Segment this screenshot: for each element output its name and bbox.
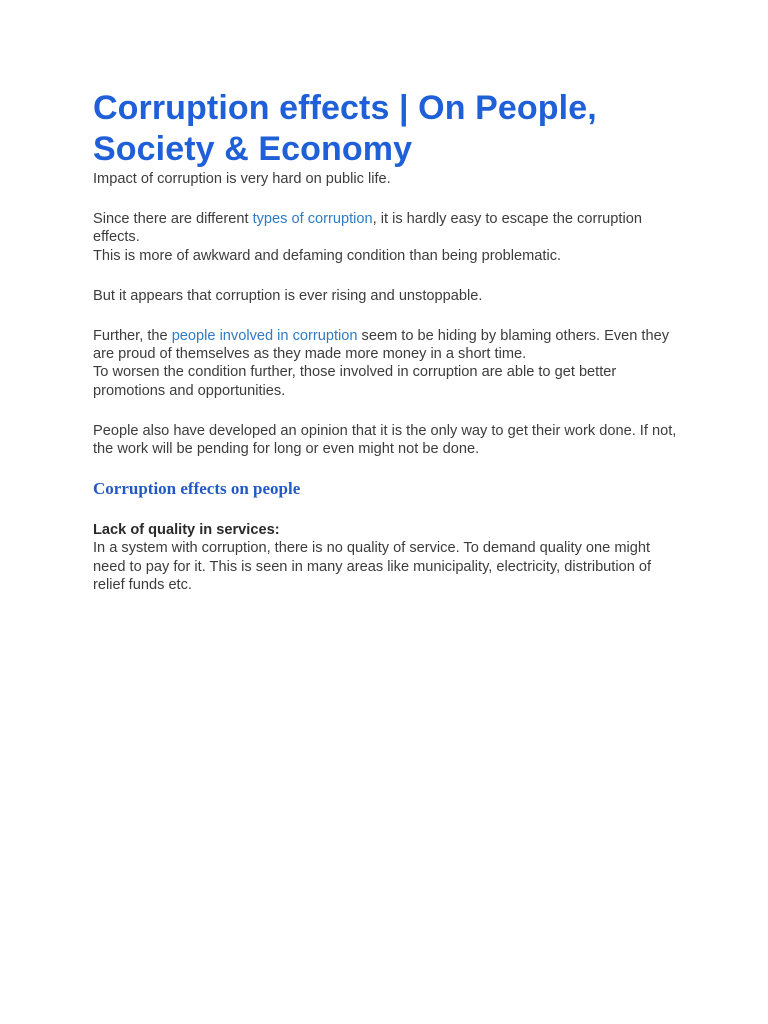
spacer — [93, 305, 683, 327]
types-paragraph — [93, 210, 683, 246]
intro-paragraph: Impact of corruption is very hard on public life. — [93, 171, 391, 187]
sub-heading: Lack of quality in services: — [93, 522, 280, 539]
spacer — [93, 499, 683, 521]
defaming-paragraph: This is more of awkward and defaming condition than being problematic. — [93, 247, 562, 264]
spacer — [93, 458, 683, 479]
people-text-after: seem to be hiding by blaming others. Even they are proud of themselves as they made more money in a short time. — [93, 328, 669, 363]
people-text-before: Further, the — [93, 328, 172, 345]
opinion-paragraph: People also have developed an opinion that it is the only way to get their work done. If not, the work will be pending for long or even might not be done. — [93, 422, 677, 458]
quality-paragraph: In a system with corruption, there is no quality of service. To demand quality one might need to pay for it. This is seen in many areas like municipality, electricity, distribution of relief funds etc. — [93, 540, 652, 593]
spacer — [93, 400, 683, 422]
promotions-paragraph: To worsen the condition further, those involved in corruption are able to get better promotions and opportunities. — [93, 364, 617, 399]
people-involved-paragraph — [93, 327, 683, 363]
types-of-corruption-link[interactable]: types of corruption — [252, 211, 373, 228]
spacer — [93, 265, 683, 287]
article — [93, 88, 683, 594]
spacer — [93, 188, 683, 210]
people-involved-link[interactable]: people involved in corruption — [171, 328, 358, 345]
types-text-before: Since there are different — [93, 211, 253, 228]
section-heading: Corruption effects on people — [93, 479, 301, 499]
article-title: Corruption effects | On People, Society & Economy — [93, 89, 597, 168]
rising-paragraph: But it appears that corruption is ever rising and unstoppable. — [93, 287, 483, 304]
types-text-after: , it is hardly easy to escape the corruption effects. — [93, 211, 642, 246]
